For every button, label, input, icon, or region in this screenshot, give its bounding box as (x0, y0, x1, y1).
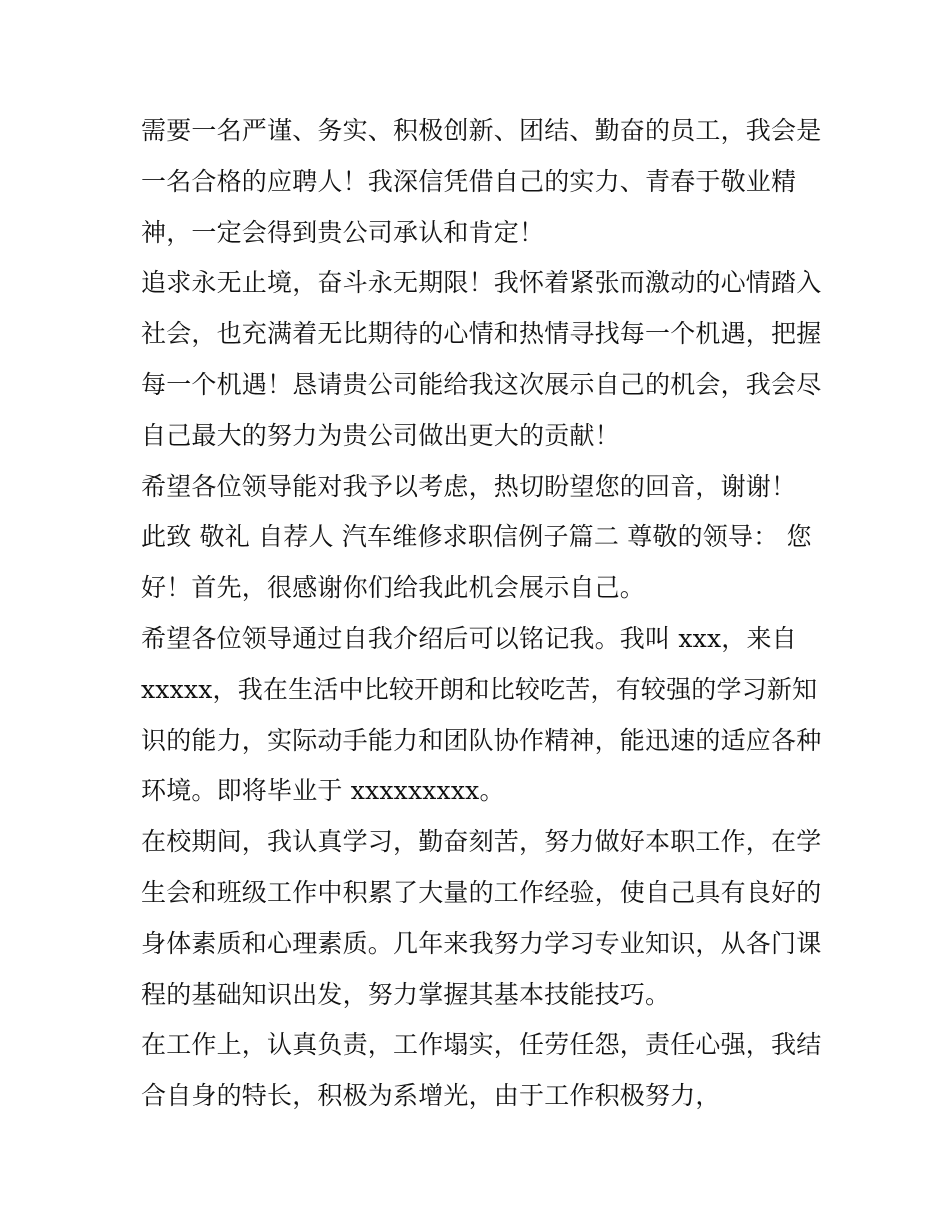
text-line: 环境。即将毕业于 xxxxxxxxx。 (141, 776, 505, 806)
text-line: 此致 敬礼 自荐人 汽车维修求职信例子篇二 尊敬的领导： 您 (141, 522, 812, 552)
text-line: 每一个机遇！恳请贵公司能给我这次展示自己的机会，我会尽 (141, 369, 822, 399)
text-line: 自己最大的努力为贵公司做出更大的贡献！ (141, 420, 620, 450)
text-line: 识的能力，实际动手能力和团队协作精神，能迅速的适应各种 (141, 725, 822, 755)
text-line: 希望各位领导通过自我介绍后可以铭记我。我叫 xxx，来自 (141, 623, 797, 653)
text-line: 好！首先，很感谢你们给我此机会展示自己。 (141, 573, 646, 603)
body-text (141, 106, 821, 1122)
text-line: 在校期间，我认真学习，勤奋刻苦，努力做好本职工作，在学 (141, 827, 822, 857)
text-line: 身体素质和心理素质。几年来我努力学习专业知识，从各门课 (141, 928, 822, 958)
text-line: 生会和班级工作中积累了大量的工作经验，使自己具有良好的 (141, 877, 822, 907)
text-line: 需要一名严谨、务实、积极创新、团结、勤奋的员工，我会是 (141, 116, 822, 145)
text-line: 希望各位领导能对我予以考虑，热切盼望您的回音，谢谢！ (141, 471, 797, 501)
text-line: 一名合格的应聘人！我深信凭借自己的实力、青春于敬业精 (141, 166, 797, 196)
text-line: 追求永无止境，奋斗永无期限！我怀着紧张而激动的心情踏入 (141, 268, 822, 298)
text-line: 在工作上，认真负责，工作塌实，任劳任怨，责任心强，我结 (141, 1030, 822, 1060)
text-line: 程的基础知识出发，努力掌握其基本技能技巧。 (141, 979, 671, 1009)
text-line: 社会，也充满着无比期待的心情和热情寻找每一个机遇，把握 (141, 319, 822, 349)
text-line: xxxxx，我在生活中比较开朗和比较吃苦，有较强的学习新知 (141, 674, 818, 704)
text-line: 合自身的特长，积极为系增光，由于工作积极努力， (141, 1081, 721, 1111)
text-line: 神，一定会得到贵公司承认和肯定！ (141, 217, 545, 247)
